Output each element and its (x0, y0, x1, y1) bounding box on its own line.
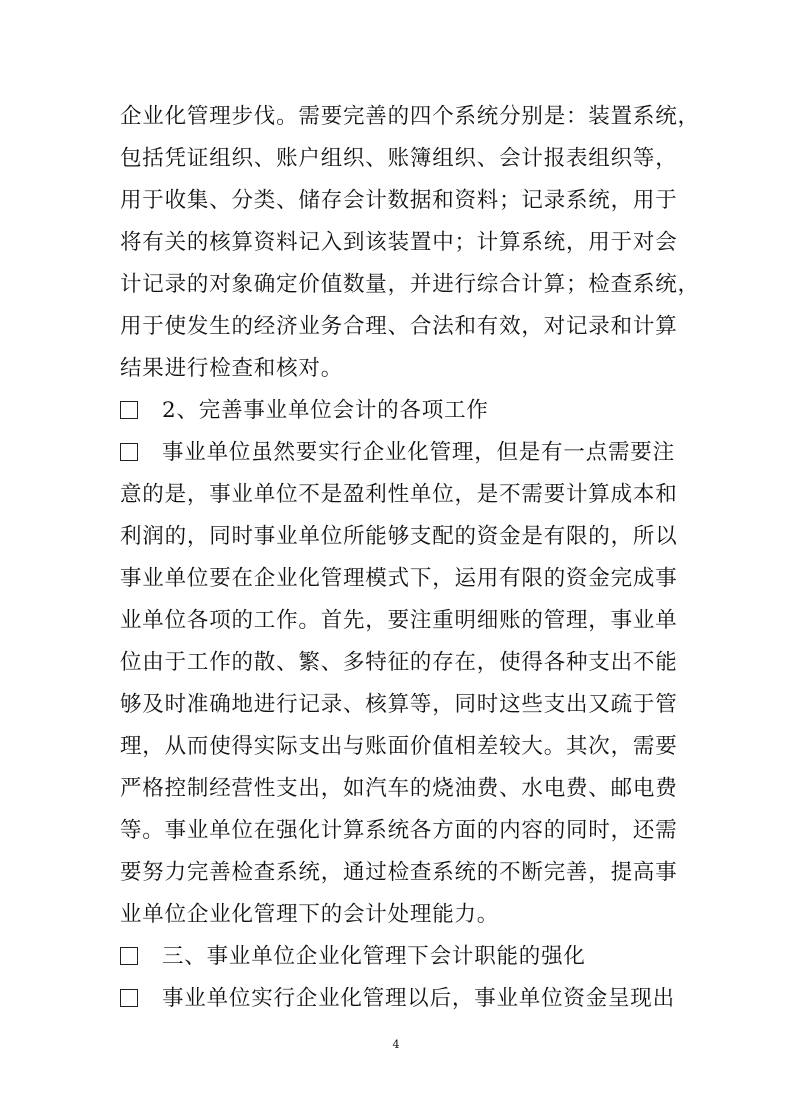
section-heading-line (120, 396, 489, 426)
text-line: 严格控制经营性支出，如汽车的烧油费、水电费、邮电费 (120, 776, 678, 801)
paragraph-start-line (120, 984, 675, 1014)
section-heading: 三、事业单位企业化管理下会计职能的强化 (162, 944, 586, 969)
text-line: 结果进行检查和核对。 (120, 356, 344, 381)
paragraph-start-line (120, 438, 675, 468)
text-line: 够及时准确地进行记录、核算等，同时这些支出又疏于管 (120, 692, 678, 717)
text-line: 包括凭证组织、账户组织、账簿组织、会计报表组织等， (120, 146, 678, 171)
text-line: 计记录的对象确定价值数量，并进行综合计算；检查系统， (120, 272, 700, 297)
text-line: 企业化管理步伐。需要完善的四个系统分别是：装置系统， (120, 104, 700, 129)
text-line: 用于收集、分类、储存会计数据和资料；记录系统，用于 (120, 188, 678, 213)
section-heading: 2、完善事业单位会计的各项工作 (162, 398, 489, 423)
text-line: 要努力完善检查系统，通过检查系统的不断完善，提高事 (120, 860, 678, 885)
checkbox-glyph (120, 401, 138, 419)
text-line: 利润的，同时事业单位所能够支配的资金是有限的，所以 (120, 524, 678, 549)
text-line: 位由于工作的散、繁、多特征的存在，使得各种支出不能 (120, 650, 678, 675)
text-line: 业单位企业化管理下的会计处理能力。 (120, 902, 500, 927)
text-line: 业单位各项的工作。首先，要注重明细账的管理，事业单 (120, 608, 678, 633)
text-line: 等。事业单位在强化计算系统各方面的内容的同时，还需 (120, 818, 678, 843)
checkbox-glyph (120, 443, 138, 461)
section-heading-line (120, 942, 586, 972)
text-line: 意的是，事业单位不是盈利性单位，是不需要计算成本和 (120, 482, 678, 507)
text-line: 事业单位要在企业化管理模式下，运用有限的资金完成事 (120, 566, 678, 591)
text-line: 将有关的核算资料记入到该装置中；计算系统，用于对会 (120, 230, 678, 255)
page-number: 4 (392, 1038, 400, 1051)
checkbox-glyph (120, 947, 138, 965)
paragraph-text: 事业单位虽然要实行企业化管理，但是有一点需要注 (162, 440, 675, 465)
paragraph-text: 事业单位实行企业化管理以后，事业单位资金呈现出 (162, 986, 675, 1011)
text-line: 用于使发生的经济业务合理、合法和有效，对记录和计算 (120, 314, 678, 339)
checkbox-glyph (120, 989, 138, 1007)
text-line: 理，从而使得实际支出与账面价值相差较大。其次，需要 (120, 734, 678, 759)
